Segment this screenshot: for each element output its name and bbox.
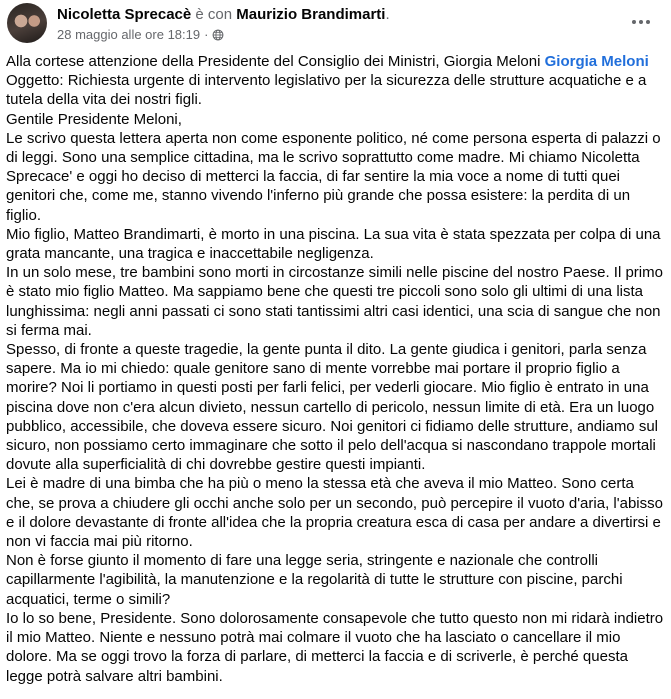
post-body — [6, 52, 666, 686]
post-header — [0, 0, 671, 52]
post-meta — [57, 27, 224, 43]
author-avatar[interactable] — [7, 3, 47, 43]
post-paragraph: Oggetto: Richiesta urgente di intervento legislativo per la sicurezza delle strutture acquatiche e a tutela della vita dei nostri figli. — [6, 72, 647, 109]
intro-text: Alla cortese attenzione della Presidente del Consiglio dei Ministri, Giorgia Meloni — [6, 53, 545, 70]
meta-separator: · — [204, 27, 209, 42]
more-options-icon[interactable] — [629, 12, 653, 32]
post-paragraph: Io lo so bene, Presidente. Sono dolorosamente consapevole che tutto questo non mi ridarà indietro il mio Matteo. Niente e nessuno potrà mai colmare il vuoto che ha lasciato o cancellare il mio dolore. Ma se oggi trovo la forza di parlare, di metterci la faccia e di scriverle, è perché questa legge potrà salvare altri bambini. — [6, 609, 664, 685]
post-paragraph: In un solo mese, tre bambini sono morti in circostanze simili nelle piscine del nostro Paese. Il primo è stato mio figlio Matteo. Ma sappiamo bene che questi tre piccoli sono solo gli ultimi di una lista lunghissima: negli anni passati ci sono stati tantissimi altri casi identici, una scia di sangue che non si ferma mai. — [6, 264, 663, 339]
post-paragraph: Spesso, di fronte a queste tragedie, la gente punta il dito. La gente giudica i genitori, parla senza sapere. Ma io mi chiedo: quale genitore sano di mente vorrebbe mai portare il proprio figlio a morire? Noi li portiamo in questi posti per farli felici, per vederli giocare. Mio figlio è entrato in una piscina dove non c'era alcun divieto, nessun cartello di pericolo, nessun limite di età. Era un luogo pubblico, accessibile, che doveva essere sicuro. Noi genitori ci fidiamo delle strutture, andiamo sul sicuro, non possiamo certo immaginare che sotto il pelo dell'acqua si nascondano trappole mortali dovute alla superficialità di chi dovrebbe gestire questi impianti. — [6, 341, 658, 474]
with-text: è con — [191, 6, 237, 23]
post-title-line — [57, 5, 390, 25]
dot — [639, 20, 643, 24]
post-paragraph: Non è forse giunto il momento di fare una legge seria, stringente e nazionale che controlli capillarmente l'agibilità, la manutenzione e la regolarità di tutte le strutture con piscine, parchi acquatici, terme o simili? — [6, 552, 623, 608]
post-paragraph: Mio figlio, Matteo Brandimarti, è morto in una piscina. La sua vita è stata spezzata per colpa di una grata mancante, una tragica e inaccettabile negligenza. — [6, 225, 661, 263]
tagged-person-link[interactable]: Maurizio Brandimarti — [236, 6, 386, 23]
mention-link[interactable]: Giorgia Meloni — [544, 53, 649, 70]
globe-icon — [212, 29, 224, 41]
dot — [646, 20, 650, 24]
dot — [632, 20, 636, 24]
tagged-suffix: . — [385, 6, 390, 23]
post-paragraph: Lei è madre di una bimba che ha più o meno la stessa età che aveva il mio Matteo. Sono certa che, se prova a chiudere gli occhi anche solo per un secondo, può percepire il vuoto d'aria, l'abisso e il dolore devastante di fronte all'idea che la propria creatura esca di casa per andare a divertirsi e non vi faccia mai più ritorno. — [6, 475, 663, 551]
post-timestamp[interactable]: 28 maggio alle ore 18:19 — [57, 27, 201, 42]
post-intro — [6, 52, 666, 71]
post-paragraph: Gentile Presidente Meloni, — [6, 110, 182, 128]
post-paragraph: Le scrivo questa lettera aperta non come esponente politico, né come persona esperta di palazzi o di leggi. Sono una semplice cittadina, ma le scrivo soprattutto come madre. Mi chiamo Nicoletta Sprecace' e oggi ho deciso di metterci la faccia, di far sentire la mia voce a nome di tutti quei genitori che, come me, stanno vivendo l'inferno più grande che possa esistere: la perdita di un figlio. — [6, 129, 661, 224]
author-name-link[interactable]: Nicoletta Sprecacè — [57, 6, 192, 23]
